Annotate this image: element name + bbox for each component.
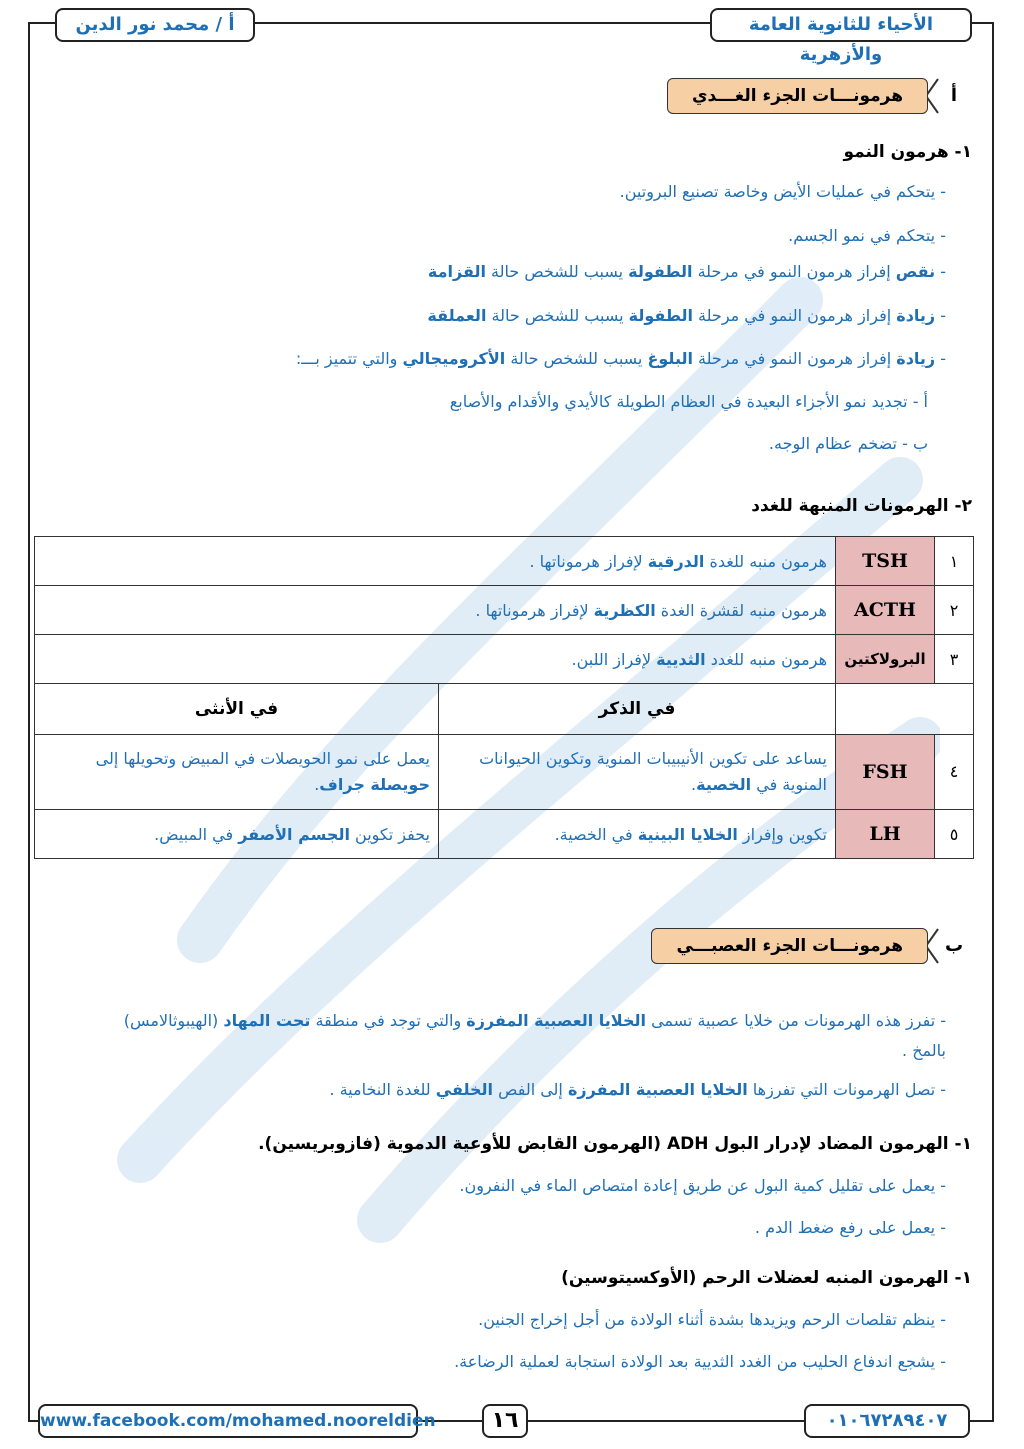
hormone-abbr: LH xyxy=(836,810,935,859)
col-male: في الذكر xyxy=(439,684,836,735)
table-row xyxy=(35,810,974,859)
header-teacher: أ / محمد نور الدين xyxy=(55,8,255,42)
col-female: في الأنثى xyxy=(35,684,439,735)
hormone-desc: هرمون منبه لقشرة الغدة الكظرية لإفراز هرموناتها . xyxy=(35,586,836,635)
growth-excess-child: - زيادة إفراز هرمون النمو في مرحلة الطفولة يسبب للشخص حالة العملقة xyxy=(427,306,946,325)
table-row xyxy=(35,735,974,810)
growth-line-2: - يتحكم في نمو الجسم. xyxy=(788,226,946,245)
acromegaly-feature-1: أ - تجديد نمو الأجزاء البعيدة في العظام الطويلة كالأيدي والأقدام والأصابع xyxy=(449,392,928,411)
header-subject: الأحياء للثانوية العامة والأزهرية xyxy=(710,8,972,42)
lh-female: يحفز تكوين الجسم الأصفر في المبيض. xyxy=(35,810,439,859)
table-row xyxy=(35,586,974,635)
section-a-title: هرمونـــات الجزء الغـــدي xyxy=(667,78,928,114)
table-row xyxy=(35,635,974,684)
hormone-abbr: FSH xyxy=(836,735,935,810)
empty-cell xyxy=(836,684,974,735)
row-number: ٤ xyxy=(935,735,974,810)
section-a-tag xyxy=(672,76,972,116)
section-b-tag xyxy=(672,926,972,966)
growth-excess-puberty: - زيادة إفراز هرمون النمو في مرحلة البلوغ يسبب للشخص حالة الأكروميجالي والتي تتميز بـــ: xyxy=(295,349,946,368)
lh-male: تكوين وإفراز الخلايا البينية في الخصية. xyxy=(439,810,836,859)
phone-number: ٠١٠٦٧٢٨٩٤٠٧ xyxy=(804,1404,970,1438)
oxytocin-line-2: - يشجع اندفاع الحليب من الغدد الثديية بعد الولادة استجابة لعملية الرضاعة. xyxy=(454,1352,946,1371)
hormone-abbr: ACTH xyxy=(836,586,935,635)
fsh-male: يساعد على تكوين الأنيبيبات المنوية وتكوين الحيوانات المنوية في الخصية. xyxy=(439,735,836,810)
growth-deficiency: - نقص إفراز هرمون النمو في مرحلة الطفولة يسبب للشخص حالة القزامة xyxy=(427,262,946,281)
row-number: ١ xyxy=(935,537,974,586)
acromegaly-feature-2: ب - تضخم عظام الوجه. xyxy=(768,434,928,453)
neural-intro-2: - تصل الهرمونات التي تفرزها الخلايا العصبية المفرزة إلى الفص الخلفي للغدة النخامية . xyxy=(329,1080,946,1099)
fsh-female: يعمل على نمو الحويصلات في المبيض وتحويلها إلى حويصلة جراف. xyxy=(35,735,439,810)
table-header-row xyxy=(35,684,974,735)
oxytocin-heading: ١- الهرمون المنبه لعضلات الرحم (الأوكسيتوسين) xyxy=(561,1268,972,1288)
tropic-heading: ٢- الهرمونات المنبهة للغدد xyxy=(751,496,972,516)
row-number: ٢ xyxy=(935,586,974,635)
section-a-letter: أ xyxy=(950,85,958,106)
hormone-desc: هرمون منبه للغدة الدرقية لإفراز هرموناتها . xyxy=(35,537,836,586)
adh-line-2: - يعمل على رفع ضغط الدم . xyxy=(754,1218,946,1237)
row-number: ٣ xyxy=(935,635,974,684)
page-number: ١٦ xyxy=(482,1404,528,1438)
hormone-abbr: البرولاكتين xyxy=(836,635,935,684)
section-b-title: هرمونـــات الجزء العصبـــي xyxy=(651,928,928,964)
oxytocin-line-1: - ينظم تقلصات الرحم ويزيدها بشدة أثناء الولادة من أجل إخراج الجنين. xyxy=(478,1310,946,1329)
tropic-hormones-table xyxy=(34,536,974,859)
adh-heading: ١- الهرمون المضاد لإدرار البول ADH (الهرمون القابض للأوعية الدموية (فازوبريسين). xyxy=(258,1134,972,1154)
neural-intro-1: - تفرز هذه الهرمونات من خلايا عصبية تسمى الخلايا العصبية المفرزة والتي توجد في منطقة تحت المهاد (الهيبوثالامس) بالمخ . xyxy=(123,1011,946,1060)
table-row xyxy=(35,537,974,586)
hormone-desc: هرمون منبه للغدد الثديية لإفراز اللبن. xyxy=(35,635,836,684)
adh-line-1: - يعمل على تقليل كمية البول عن طريق إعادة امتصاص الماء في النفرون. xyxy=(459,1176,946,1195)
growth-line-1: - يتحكم في عمليات الأيض وخاصة تصنيع البروتين. xyxy=(619,182,946,201)
facebook-link[interactable]: www.facebook.com/mohamed.nooreldien xyxy=(38,1404,418,1438)
growth-heading: ١- هرمون النمو xyxy=(843,142,972,162)
section-b-letter: ب xyxy=(944,935,964,956)
row-number: ٥ xyxy=(935,810,974,859)
hormone-abbr: TSH xyxy=(836,537,935,586)
